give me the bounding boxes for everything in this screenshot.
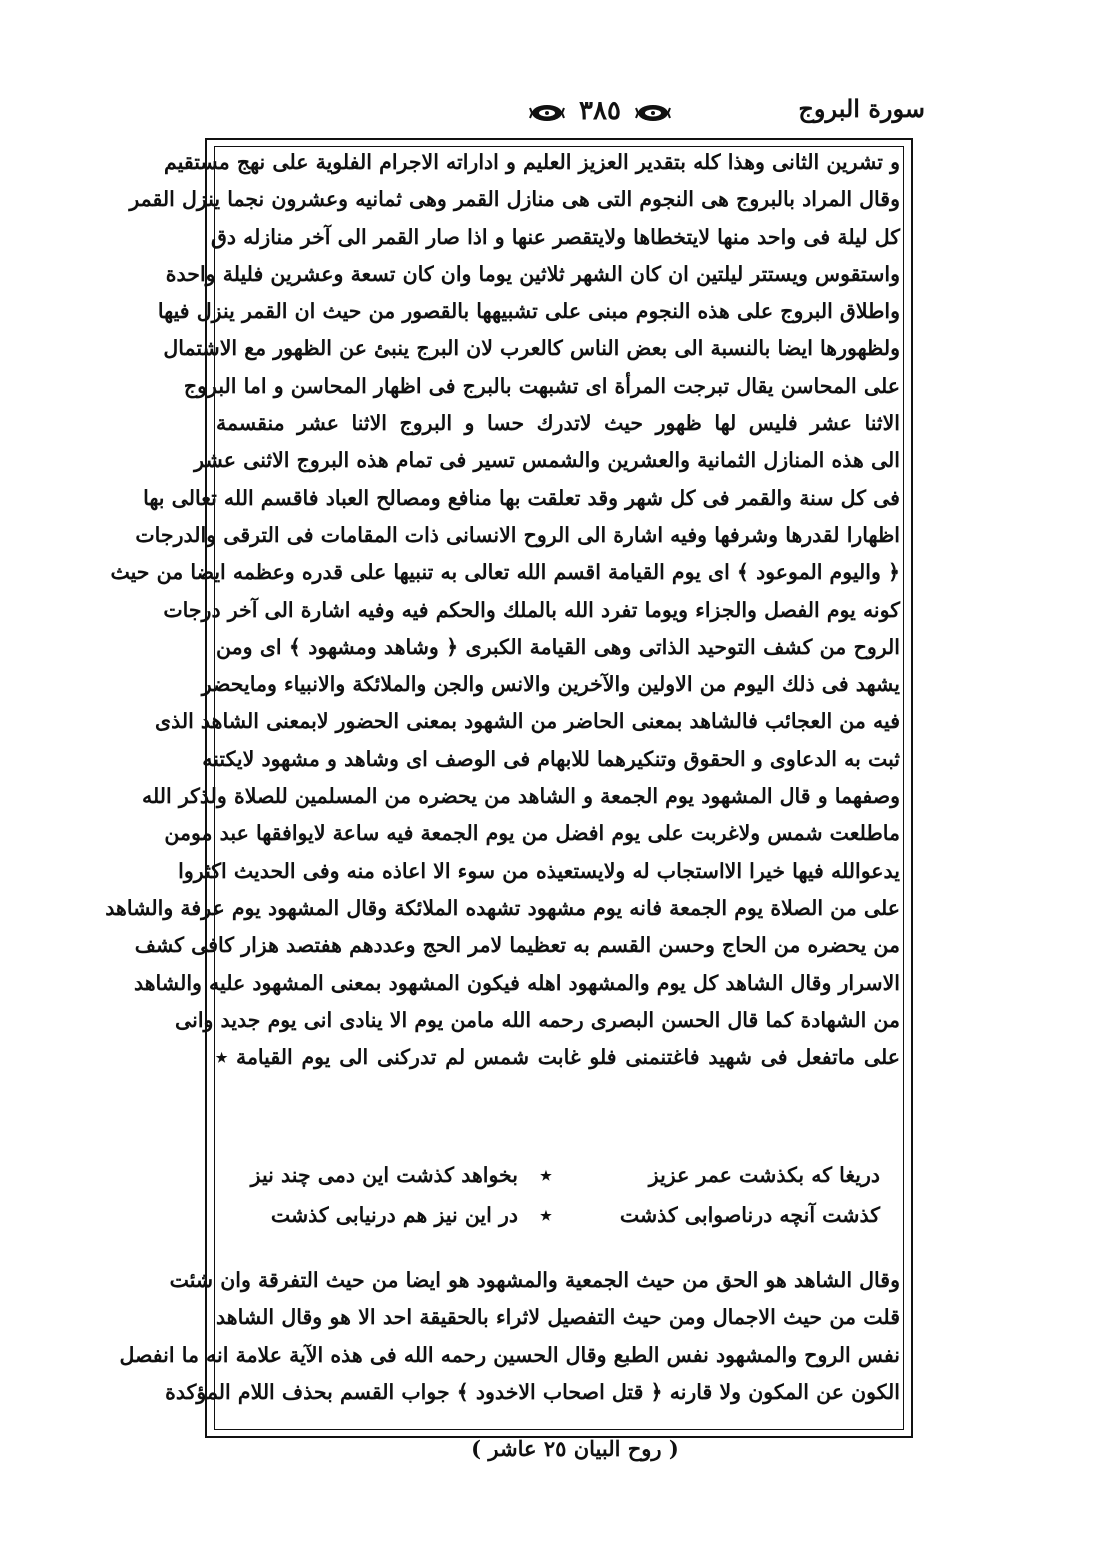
text-line: الى هذه المنازل الثمانية والعشرين والشمس تسير فى تمام هذه البروج الاثنى عشر — [194, 448, 900, 473]
paragraph-main — [105, 144, 900, 1076]
text-line: على من الصلاة يوم الجمعة فانه يوم مشهود تشهده الملائكة وقال المشهود يوم عرفة والشاهد — [105, 895, 900, 920]
poem-hemistich: بخواهد كذشت اين دمى چند نيز — [250, 1163, 518, 1187]
text-line: وقال المراد بالبروج هى النجوم التى هى منازل القمر وهى ثمانيه وعشرون نجما ينزل القمر — [129, 187, 900, 212]
text-line: وقال الشاهد هو الحق من حيث الجمعية والمشهود هو ايضا من حيث التفرقة وان شئت — [169, 1268, 900, 1292]
text-line: واطلاق البروج على هذه النجوم مبنى على تشبيهها بالقصور من حيث ان القمر ينزل فيها — [157, 299, 900, 324]
text-line: الروح من كشف التوحيد الذاتى وهى القيامة الكبرى ﴿ وشاهد ومشهود ﴾ اى ومن — [216, 634, 900, 659]
paragraph-continuation — [119, 1262, 900, 1411]
text-line: يدعوالله فيها خيرا الااستجاب له ولايستعيذه من سوء الا اعاذه منه وفى الحديث اكثروا — [178, 858, 900, 883]
text-line: واستقوس ويستتر ليلتين ان كان الشهر ثلاثين يوما وان كان تسعة وعشرين فليلة واحدة — [165, 261, 900, 286]
floral-ornament-icon — [636, 102, 670, 124]
text-line: فى كل سنة والقمر فى كل شهر وقد تعلقت بها منافع ومصالح العباد فاقسم الله تعالى بها — [143, 485, 900, 510]
text-line: كونه يوم الفصل والجزاء ويوما تفرد الله بالملك والحكم فيه وفيه اشارة الى آخر درجات — [163, 597, 900, 622]
poem-separator: ٭ — [540, 1203, 552, 1227]
floral-ornament-icon — [530, 102, 564, 124]
text-line: من الشهادة كما قال الحسن البصرى رحمه الله مامن يوم الا ينادى انى يوم جديد وانى — [175, 1007, 900, 1032]
text-line: قلت من حيث الاجمال ومن حيث التفصيل لاثراء بالحقيقة احد الا هو وقال الشاهد — [216, 1305, 900, 1330]
text-line: وصفهما و قال المشهود يوم الجمعة و الشاهد من يحضره من المسلمين للصلاة ولذكر الله — [142, 784, 900, 809]
text-line: على ماتفعل فى شهيد فاغتنمنى فلو غابت شمس لم تدركنى الى يوم القيامة ٭ — [216, 1045, 900, 1070]
surah-name: سورة البروج — [798, 94, 925, 123]
text-line: كل ليلة فى واحد منها لايتخطاها ولايتقصر عنها و اذا صار القمر الى آخر منازله دق — [210, 224, 900, 249]
text-line: نفس الروح والمشهود نفس الطبع وقال الحسين رحمه الله فى هذه الآية علامة انه ما انفصل — [119, 1342, 900, 1367]
page-number: ٣٨٥ — [579, 96, 621, 126]
text-line: الاثنا عشر فليس لها ظهور حيث لاتدرك حسا و البروج الاثنا عشر منقسمة — [216, 411, 900, 436]
text-line: ﴿ واليوم الموعود ﴾ اى يوم القيامة اقسم الله تعالى به تنبيها على قدره وعظمه ايضا من حيث — [110, 560, 900, 585]
poem-separator: ٭ — [540, 1163, 552, 1187]
text-line: ولظهورها ايضا بالنسبة الى بعض الناس كالعرب لان البرج ينبئ عن الظهور مع الاشتمال — [163, 336, 900, 361]
poem-hemistich: كذشت آنچه درناصوابى كذشت — [619, 1203, 880, 1227]
poem-hemistich: در اين نيز هم درنيابى كذشت — [270, 1203, 518, 1227]
text-line: ثبت به الدعاوى و الحقوق وتنكيرهما للابهام فى الوصف اى وشاهد و مشهود لايكتنه — [202, 746, 900, 771]
text-line: و تشرين الثانى وهذا كله بتقدير العزيز العليم و اداراته الاجرام الفلوية على نهج مستقيم — [164, 150, 900, 174]
page-number-group — [530, 96, 670, 130]
text-line: الاسرار وقال الشاهد كل يوم والمشهود اهله فيكون المشهود بمعنى المشهود عليه والشاهد — [133, 970, 900, 995]
page-header — [205, 92, 925, 138]
text-line: يشهد فى ذلك اليوم من الاولين والآخرين والانس والجن والملائكة والانبياء ومايحضر — [201, 672, 900, 697]
persian-poem — [216, 1155, 900, 1245]
poem-row — [216, 1195, 900, 1235]
text-line: فيه من العجائب فالشاهد بمعنى الحاضر من الشهود بمعنى الحضور لابمعنى الشاهد الذى — [155, 709, 900, 734]
poem-row — [216, 1155, 900, 1195]
text-line: من يحضره من الحاج وحسن القسم به تعظيما لامر الحج وعددهم هفتصد هزار كافى كشف — [134, 933, 900, 958]
poem-hemistich: دريغا كه بكذشت عمر عزيز — [648, 1163, 880, 1187]
text-line: الكون عن المكون ولا قارنه ﴿ قتل اصحاب الاخدود ﴾ جواب القسم بحذف اللام المؤكدة — [165, 1379, 900, 1404]
text-line: ماطلعت شمس ولاغربت على يوم افضل من يوم الجمعة فيه ساعة لايوافقها عبد مومن — [164, 821, 900, 846]
text-line: على المحاسن يقال تبرجت المرأة اى تشبهت بالبرج فى اظهار المحاسن و اما البروج — [183, 373, 900, 398]
page-footer-label: ( روح البيان ٢٥ عاشر ) — [471, 1436, 679, 1461]
text-line: اظهارا لقدرها وشرفها وفيه اشارة الى الروح الانسانى ذات المقامات فى الترقى والدرجات — [135, 522, 900, 547]
